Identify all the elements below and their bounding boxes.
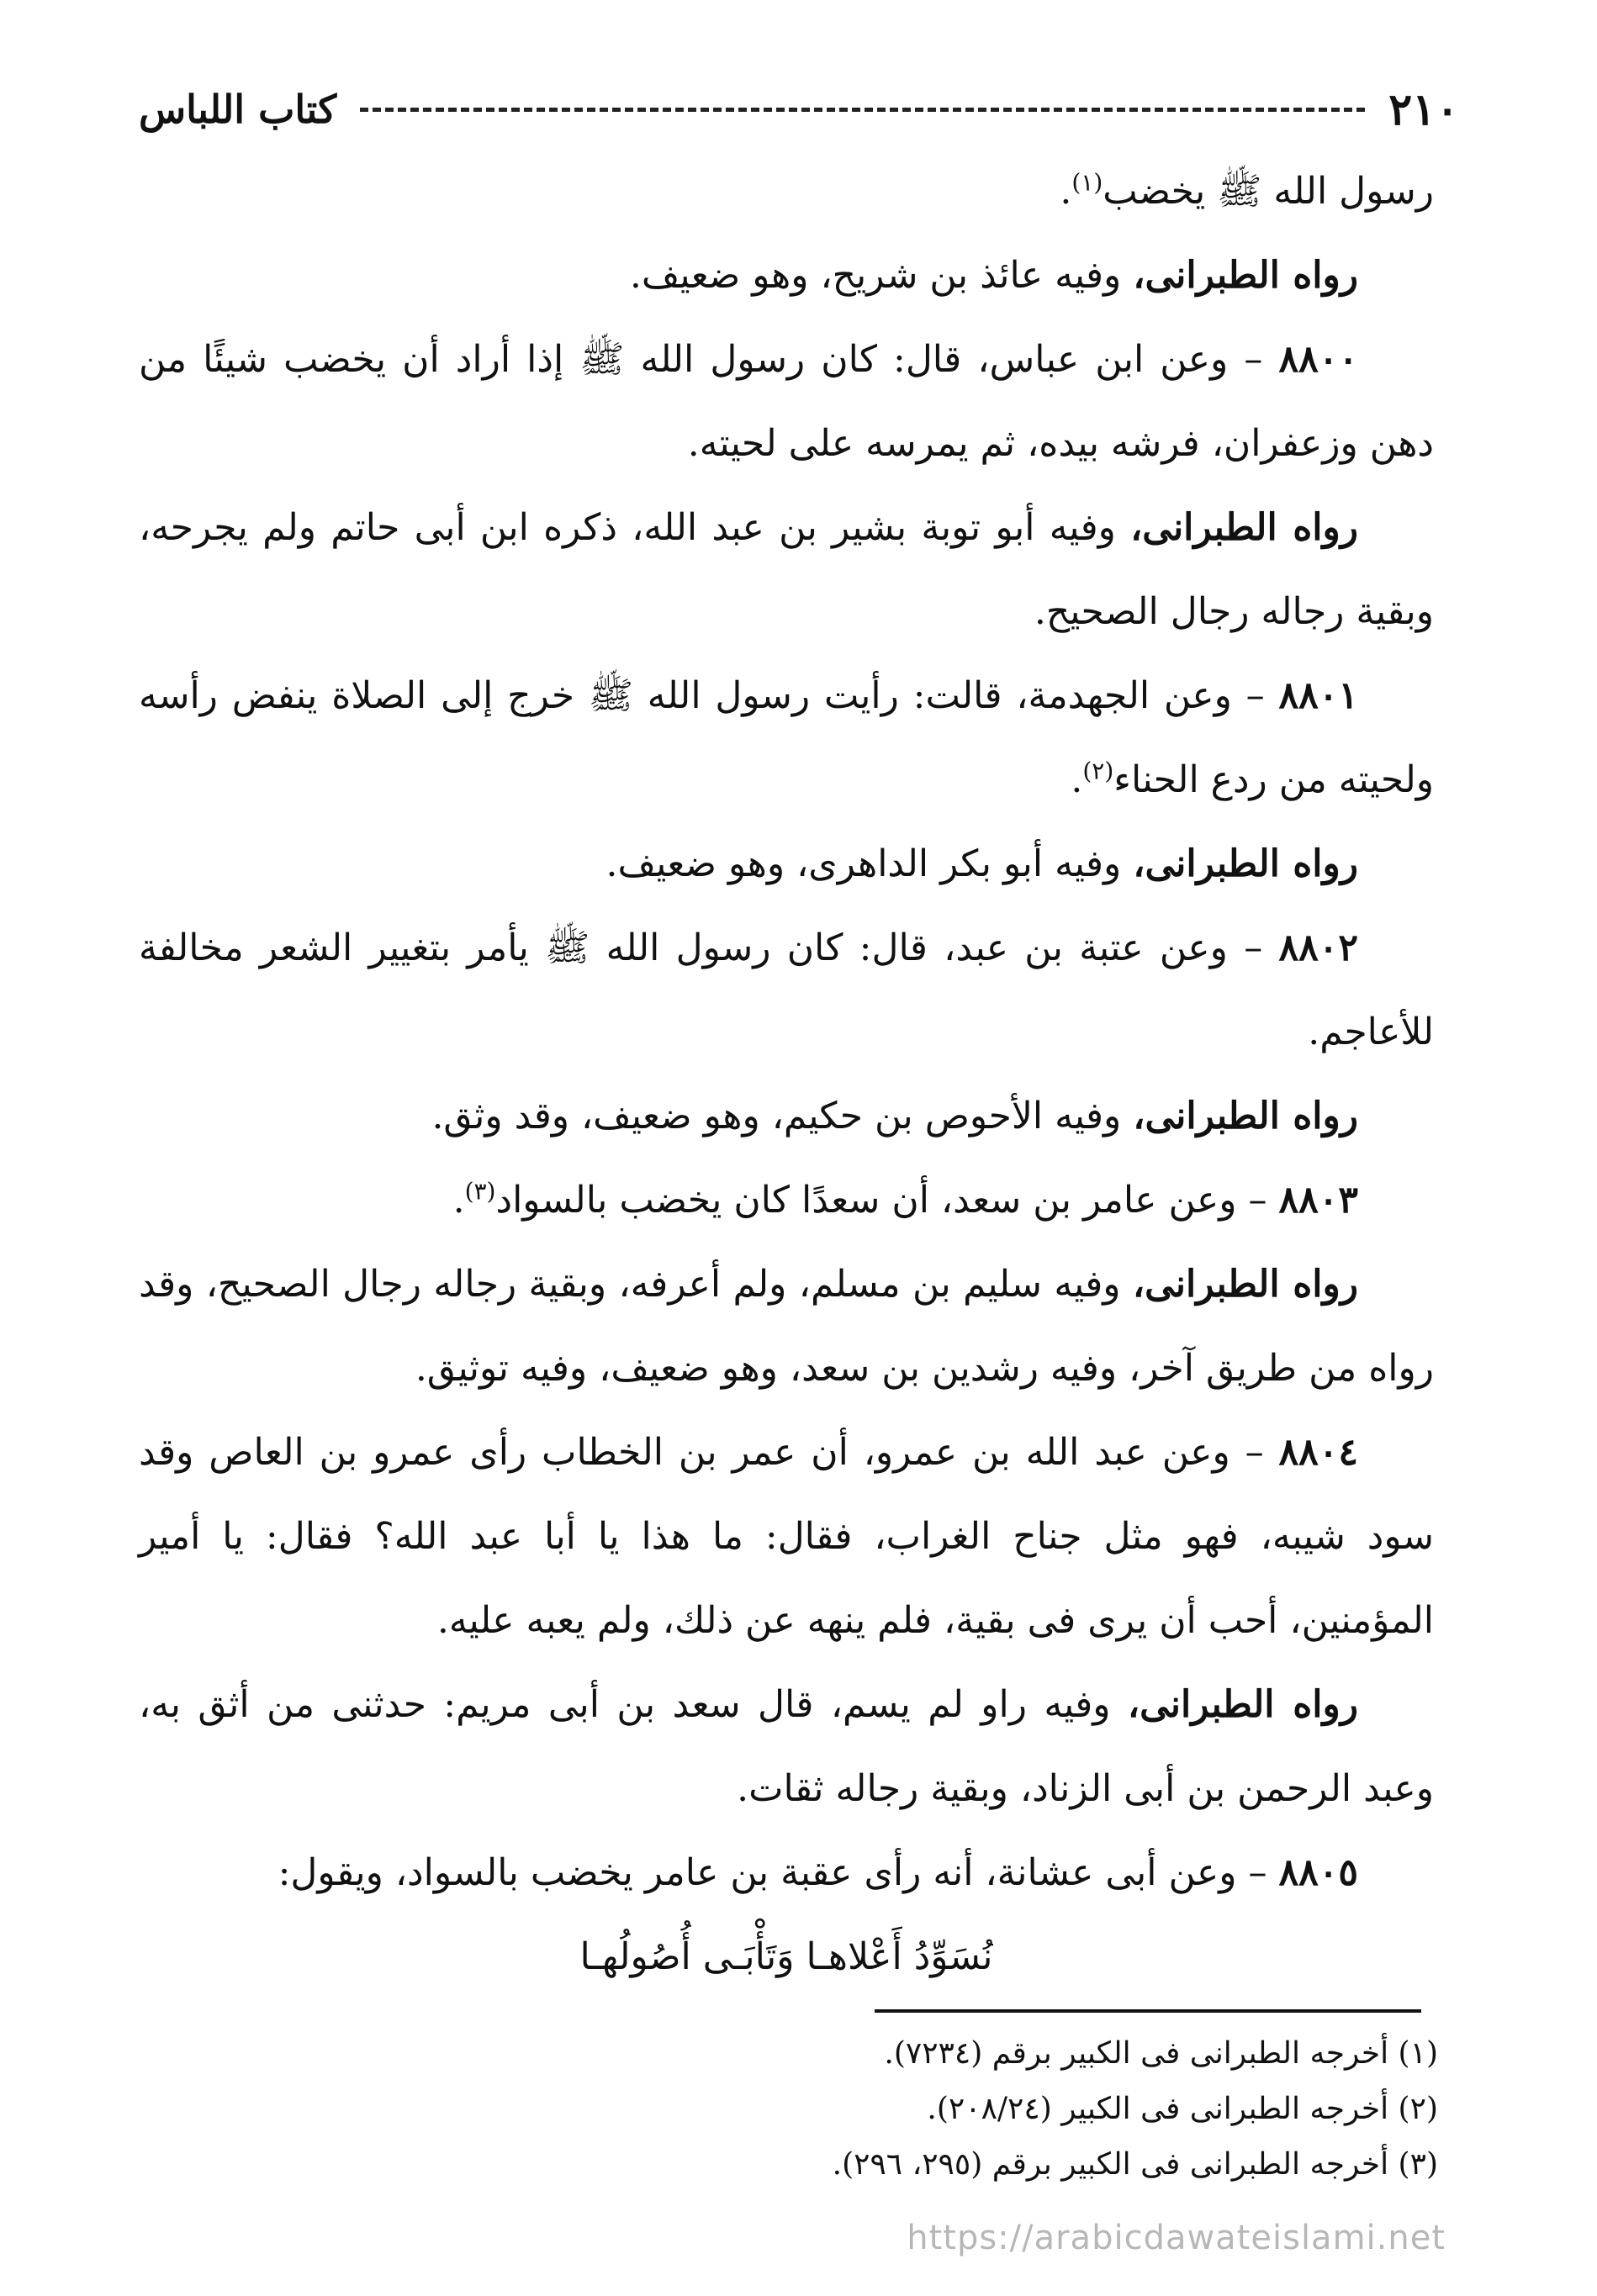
paragraph <box>139 1243 1434 1411</box>
paragraph-text: وفيه سليم بن مسلم، ولم أعرفه، وبقية رجاله رجال الصحيح، وقد رواه من طريق آخر، وفيه رشدين بن سعد، وهو ضعيف، وفيه توثيق. <box>139 1263 1434 1390</box>
paragraph-text: – وعن ابن عباس، قال: كان رسول الله ﷺ إذا أراد أن يخضب شيئًا من دهن وزعفران، فرشه بيده، ثم يمرسه على لحيته. <box>139 338 1434 465</box>
paragraph-text: – وعن أبى عشانة، أنه رأى عقبة بن عامر يخضب بالسواد، ويقول: <box>278 1851 1279 1894</box>
paragraph-text: – وعن عتبة بن عبد، قال: كان رسول الله ﷺ يأمر بتغيير الشعر مخالفة للأعاجم. <box>139 926 1434 1053</box>
hadith-number: ٨٨٠٣ <box>1278 1179 1358 1222</box>
footnote-marker: (٢) <box>1082 757 1114 785</box>
watermark-url: https://arabicdawateislami.net <box>907 2219 1446 2257</box>
source-label: رواه الطبرانى، <box>1132 1263 1359 1306</box>
paragraph <box>139 1074 1434 1159</box>
paragraph-text: وفيه أبو توبة بشير بن عبد الله، ذكره ابن أبى حاتم ولم يجرحه، وبقية رجاله رجال الصحيح. <box>139 506 1434 633</box>
paragraph-text: رسول الله ﷺ يخضب <box>1103 170 1434 213</box>
footnote: (٣) أخرجه الطبرانى فى الكبير برقم (٢٩٥، ٢٩٦). <box>832 2147 1438 2182</box>
hadith-number: ٨٨٠٤ <box>1278 1431 1358 1474</box>
paragraph-text: – وعن عامر بن سعد، أن سعدًا كان يخضب بالسواد <box>495 1179 1279 1222</box>
footnote: (١) أخرجه الطبرانى فى الكبير برقم (٧٢٣٤). <box>884 2036 1438 2071</box>
page-header <box>139 76 1459 143</box>
footnote-separator <box>875 2009 1421 2013</box>
book-title: كتاب اللباس <box>139 87 337 132</box>
paragraph-end: . <box>1071 758 1083 801</box>
source-label: رواه الطبرانى، <box>1133 842 1358 885</box>
paragraph <box>139 1831 1434 1915</box>
paragraph <box>139 150 1434 234</box>
footnote-marker: (١) <box>1071 168 1103 197</box>
body-text <box>139 150 1434 1999</box>
paragraph-text: وفيه راو لم يسم، قال سعد بن أبى مريم: حدثنى من أثق به، وعبد الرحمن بن أبى الزناد، وبقية رجاله ثقات. <box>139 1683 1434 1810</box>
paragraph-text: – وعن عبد الله بن عمرو، أن عمر بن الخطاب رأى عمرو بن العاص وقد سود شيبه، فهو مثل جناح الغراب، فقال: ما هذا يا أبا عبد الله؟ فقال: يا أمير المؤمنين، أحب أن يرى فى بقية، فلم ينهه عن ذلك، ولم يعبه عليه. <box>139 1431 1434 1642</box>
paragraph <box>139 906 1434 1074</box>
paragraph <box>139 822 1434 906</box>
paragraph <box>139 486 1434 654</box>
poem-verse: نُسَوِّدُ أَعْلاهـا وَتَأْبَـى أُصُولُهـا <box>579 1935 993 1978</box>
footnote-marker: (٣) <box>464 1177 496 1206</box>
paragraph <box>139 318 1434 486</box>
footnotes <box>139 2026 1438 2193</box>
hadith-number: ٨٨٠٥ <box>1278 1851 1358 1894</box>
paragraph-end: . <box>452 1179 465 1222</box>
paragraph <box>139 1411 1434 1663</box>
paragraph-text: وفيه الأحوص بن حكيم، وهو ضعيف، وقد وثق. <box>431 1095 1134 1137</box>
hadith-number: ٨٨٠٠ <box>1278 338 1358 381</box>
hadith-number: ٨٨٠١ <box>1278 674 1358 717</box>
source-label: رواه الطبرانى، <box>1133 254 1358 297</box>
paragraph-text: وفيه أبو بكر الداهرى، وهو ضعيف. <box>605 842 1134 885</box>
paragraph-text: وفيه عائذ بن شريح، وهو ضعيف. <box>629 254 1134 297</box>
paragraph-text: – وعن الجهدمة، قالت: رأيت رسول الله ﷺ خرج إلى الصلاة ينفض رأسه ولحيته من ردع الحناء <box>139 674 1434 801</box>
paragraph <box>139 1663 1434 1831</box>
paragraph <box>139 1159 1434 1243</box>
paragraph <box>139 654 1434 822</box>
source-label: رواه الطبرانى، <box>1133 1095 1358 1137</box>
paragraph-end: . <box>1060 170 1072 213</box>
source-label: رواه الطبرانى، <box>1130 506 1358 549</box>
header-divider <box>360 108 1365 112</box>
source-label: رواه الطبرانى، <box>1127 1683 1358 1726</box>
paragraph <box>139 234 1434 318</box>
hadith-number: ٨٨٠٢ <box>1278 926 1358 969</box>
page-number: ٢١٠ <box>1388 83 1459 135</box>
footnote: (٢) أخرجه الطبرانى فى الكبير (٢٠٨/٢٤). <box>927 2092 1438 2126</box>
